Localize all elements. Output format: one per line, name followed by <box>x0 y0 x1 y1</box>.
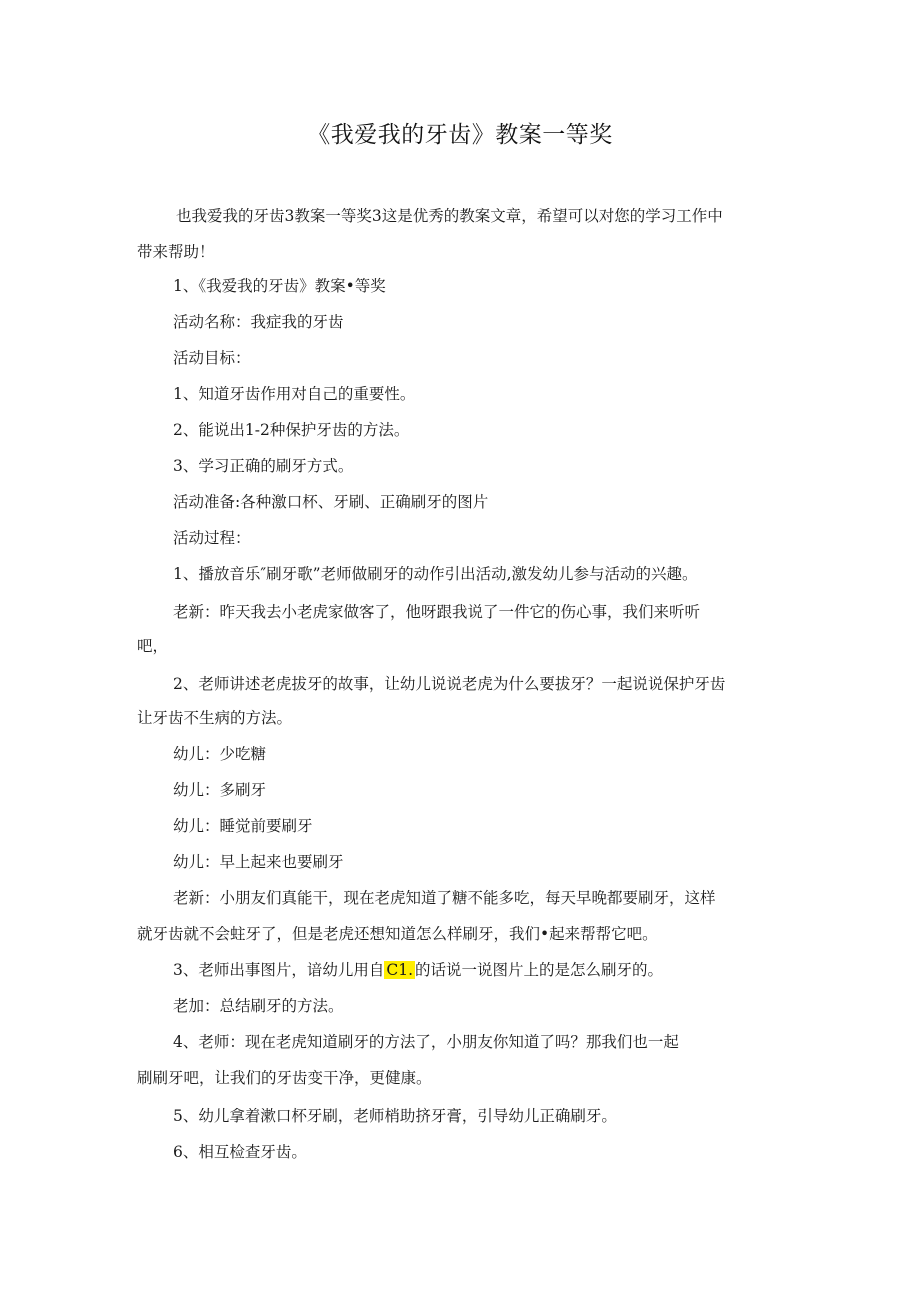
paragraph <box>173 952 663 988</box>
paragraph: 活动过程： <box>173 529 251 547</box>
paragraph: 2、老师讲述老虎拔牙的故事，让幼儿说说老虎为什么要拔牙？一起说说保护牙齿 <box>173 675 726 693</box>
paragraph: 3、学习正确的刷牙方式。 <box>173 457 354 475</box>
paragraph: 刷刷牙吧，让我们的牙齿变干净，更健康。 <box>137 1069 432 1087</box>
intro-line-1: 也我爱我的牙齿3教案一等奖3这是优秀的教案文章，希望可以对您的学习工作中 <box>176 207 723 225</box>
paragraph: 老新：昨天我去小老虎家做客了，他呀跟我说了一件它的伤心事，我们来听听 <box>173 603 701 621</box>
paragraph: 幼儿：少吃糖 <box>173 745 267 763</box>
paragraph: 吧， <box>137 637 169 655</box>
paragraph: 活动名称：我症我的牙齿 <box>173 313 344 331</box>
paragraph: 让牙齿不生病的方法。 <box>137 709 293 727</box>
highlighted-text: C1. <box>386 961 414 979</box>
paragraph: 1、播放音乐″刷牙歌”老师做刷牙的动作引出活动,激发幼儿参与活动的兴趣。 <box>173 565 698 583</box>
paragraph: 老新：小朋友们真能干，现在老虎知道了糖不能多吃，每天早晚都要刷牙，这样 <box>173 889 716 907</box>
paragraph: 就牙齿就不会蛀牙了，但是老虎还想知道怎么样刷牙，我们•起来帮帮它吧。 <box>137 925 658 943</box>
paragraph: 活动准备:各种激口杯、牙刷、正确刷牙的图片 <box>173 493 489 511</box>
paragraph-text: 3、老师出事图片，谙幼儿用自 <box>173 961 385 979</box>
paragraph: 4、老师：现在老虎知道刷牙的方法了，小朋友你知道了吗？那我们也一起 <box>173 1033 679 1051</box>
paragraph: 6、相互检查牙齿。 <box>173 1143 307 1161</box>
paragraph: 老加：总结刷牙的方法。 <box>173 997 344 1015</box>
document-title: 《我爱我的牙齿》教案一等奖 <box>307 122 613 148</box>
paragraph: 幼儿：早上起来也要刷牙 <box>173 853 344 871</box>
paragraph-text: 的话说一说图片上的是怎么刷牙的。 <box>415 961 664 979</box>
intro-line-2: 带来帮助！ <box>137 243 215 261</box>
paragraph: 1、知道牙齿作用对自己的重要性。 <box>173 385 416 403</box>
paragraph: 2、能说出1-2种保护牙齿的方法。 <box>173 421 410 439</box>
paragraph: 1、《我爱我的牙齿》教案•等奖 <box>173 277 386 295</box>
paragraph: 幼儿：多刷牙 <box>173 781 267 799</box>
paragraph: 幼儿：睡觉前要刷牙 <box>173 817 313 835</box>
paragraph: 5、幼儿拿着漱口杯牙刷，老师梢助挤牙膏，引导幼儿正确刷牙。 <box>173 1107 617 1125</box>
paragraph: 活动目标： <box>173 349 251 367</box>
